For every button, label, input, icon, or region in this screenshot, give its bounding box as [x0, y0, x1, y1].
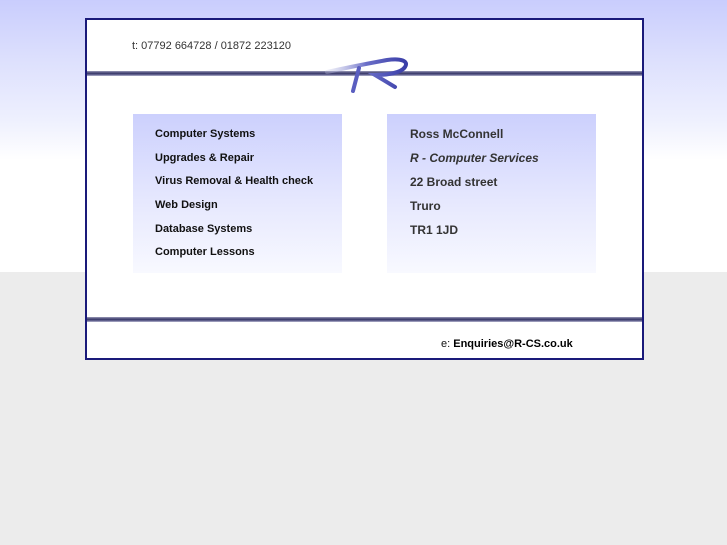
town: Truro [410, 199, 441, 213]
email-line [441, 338, 573, 350]
footer-divider [87, 317, 642, 322]
r-logo-icon [325, 54, 410, 94]
email-prefix: e: [441, 338, 451, 350]
postcode: TR1 1JD [410, 223, 459, 237]
menu-item-database-systems[interactable]: Database Systems [155, 222, 253, 235]
menu-item-virus-removal[interactable]: Virus Removal & Health check [155, 175, 314, 188]
menu-item-computer-systems[interactable]: Computer Systems [155, 128, 256, 140]
menu-item-web-design[interactable]: Web Design [155, 199, 218, 212]
contact-panel [387, 114, 596, 273]
street-address: 22 Broad street [410, 175, 498, 189]
menu-item-computer-lessons[interactable]: Computer Lessons [155, 246, 255, 259]
menu-item-upgrades-repair[interactable]: Upgrades & Repair [155, 151, 255, 164]
contact-name: Ross McConnell [410, 127, 504, 141]
services-panel [133, 114, 342, 273]
main-frame [85, 18, 644, 360]
company-name: R - Computer Services [410, 151, 539, 165]
services-menu [133, 114, 342, 268]
phone-numbers: t: 07792 664728 / 01872 223120 [132, 40, 292, 52]
email-link[interactable]: Enquiries@R-CS.co.uk [453, 338, 573, 350]
contact-address [387, 114, 596, 246]
